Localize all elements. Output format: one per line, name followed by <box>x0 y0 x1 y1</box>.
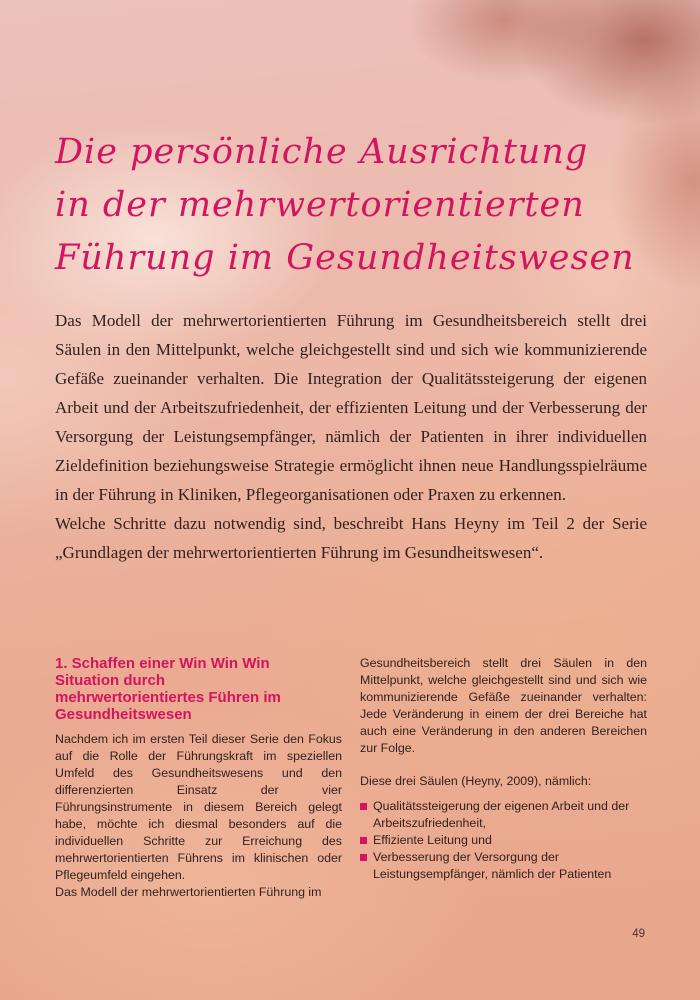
intro-block <box>55 306 647 567</box>
bullet-square-icon <box>360 854 367 861</box>
bullet-item <box>360 798 647 832</box>
section-heading: 1. Schaffen einer Win Win Win Situation durch mehrwertorientiertes Führen im Gesundheitswesen <box>55 655 281 723</box>
intro-paragraph-2: Welche Schritte dazu notwendig sind, beschreibt Hans Heyny im Teil 2 der Serie „Grundlagen der mehrwertorientierten Führung im Gesundheitswesen“. <box>55 514 647 562</box>
article-title-line: in der mehrwertorientierten <box>55 185 585 225</box>
right-column-paragraph-1: Gesundheitsbereich stellt drei Säulen in den Mittelpunkt, welche gleichgestellt sind und sich wie kommunizierende Gefäße zueinander verhalten: Jede Veränderung in einem der drei Bereiche hat auch eine Veränderung in den anderen Bereichen zur Folge. <box>360 656 647 755</box>
page-number: 49 <box>632 928 645 940</box>
bullet-square-icon <box>360 803 367 810</box>
bullet-item <box>360 849 647 883</box>
article-title <box>55 126 655 285</box>
left-column <box>55 655 342 901</box>
two-column-section <box>55 655 647 901</box>
bullet-square-icon <box>360 837 367 844</box>
bullet-item-text: Verbesserung der Versorgung der Leistungsempfänger, nämlich der Patienten <box>373 850 612 881</box>
article-title-line: Führung im Gesundheitswesen <box>55 238 635 278</box>
intro-paragraph-1: Das Modell der mehrwertorientierten Führung im Gesundheitsbereich stellt drei Säulen in den Mittelpunkt, welche gleichgestellt sind und sich wie kommunizierende Gefäße zueinander verhalten. Die Integration der Qualitätssteigerung der eigenen Arbeit und der Arbeitszufriedenheit, der effizienten Leitung und der Verbesserung der Versorgung der Leistungsempfänger, nämlich der Patienten in ihrer individuellen Zieldefinition beziehungsweise Strategie ermöglicht ihnen neue Handlungsspielräume in der Führung in Kliniken, Pflegeorganisationen oder Praxen zu erkennen. <box>55 311 647 504</box>
left-column-paragraph-1: Nachdem ich im ersten Teil dieser Serie den Fokus auf die Rolle der Führungskraft im speziellen Umfeld des Gesundheitswesens und den differenzierten Einsatz der vier Führungsinstrumente in diesem Bereich gelegt habe, möchte ich diesmal besonders auf die individuellen Schritte zur Erreichung des mehrwertorientierten Führens im klinischen oder Pflegeumfeld eingehen. <box>55 732 342 882</box>
left-column-paragraph-2: Das Modell der mehrwertorientierten Führung im <box>55 885 322 899</box>
bullet-item <box>360 832 647 849</box>
bullet-item-text: Effiziente Leitung und <box>373 833 492 847</box>
bullet-list-lead-in: Diese drei Säulen (Heyny, 2009), nämlich: <box>360 774 592 788</box>
right-column <box>360 655 647 901</box>
bullet-item-text: Qualitätssteigerung der eigenen Arbeit und der Arbeitszufriedenheit, <box>373 799 630 830</box>
article-title-line: Die persönliche Ausrichtung <box>55 132 589 172</box>
bullet-list <box>360 798 647 883</box>
